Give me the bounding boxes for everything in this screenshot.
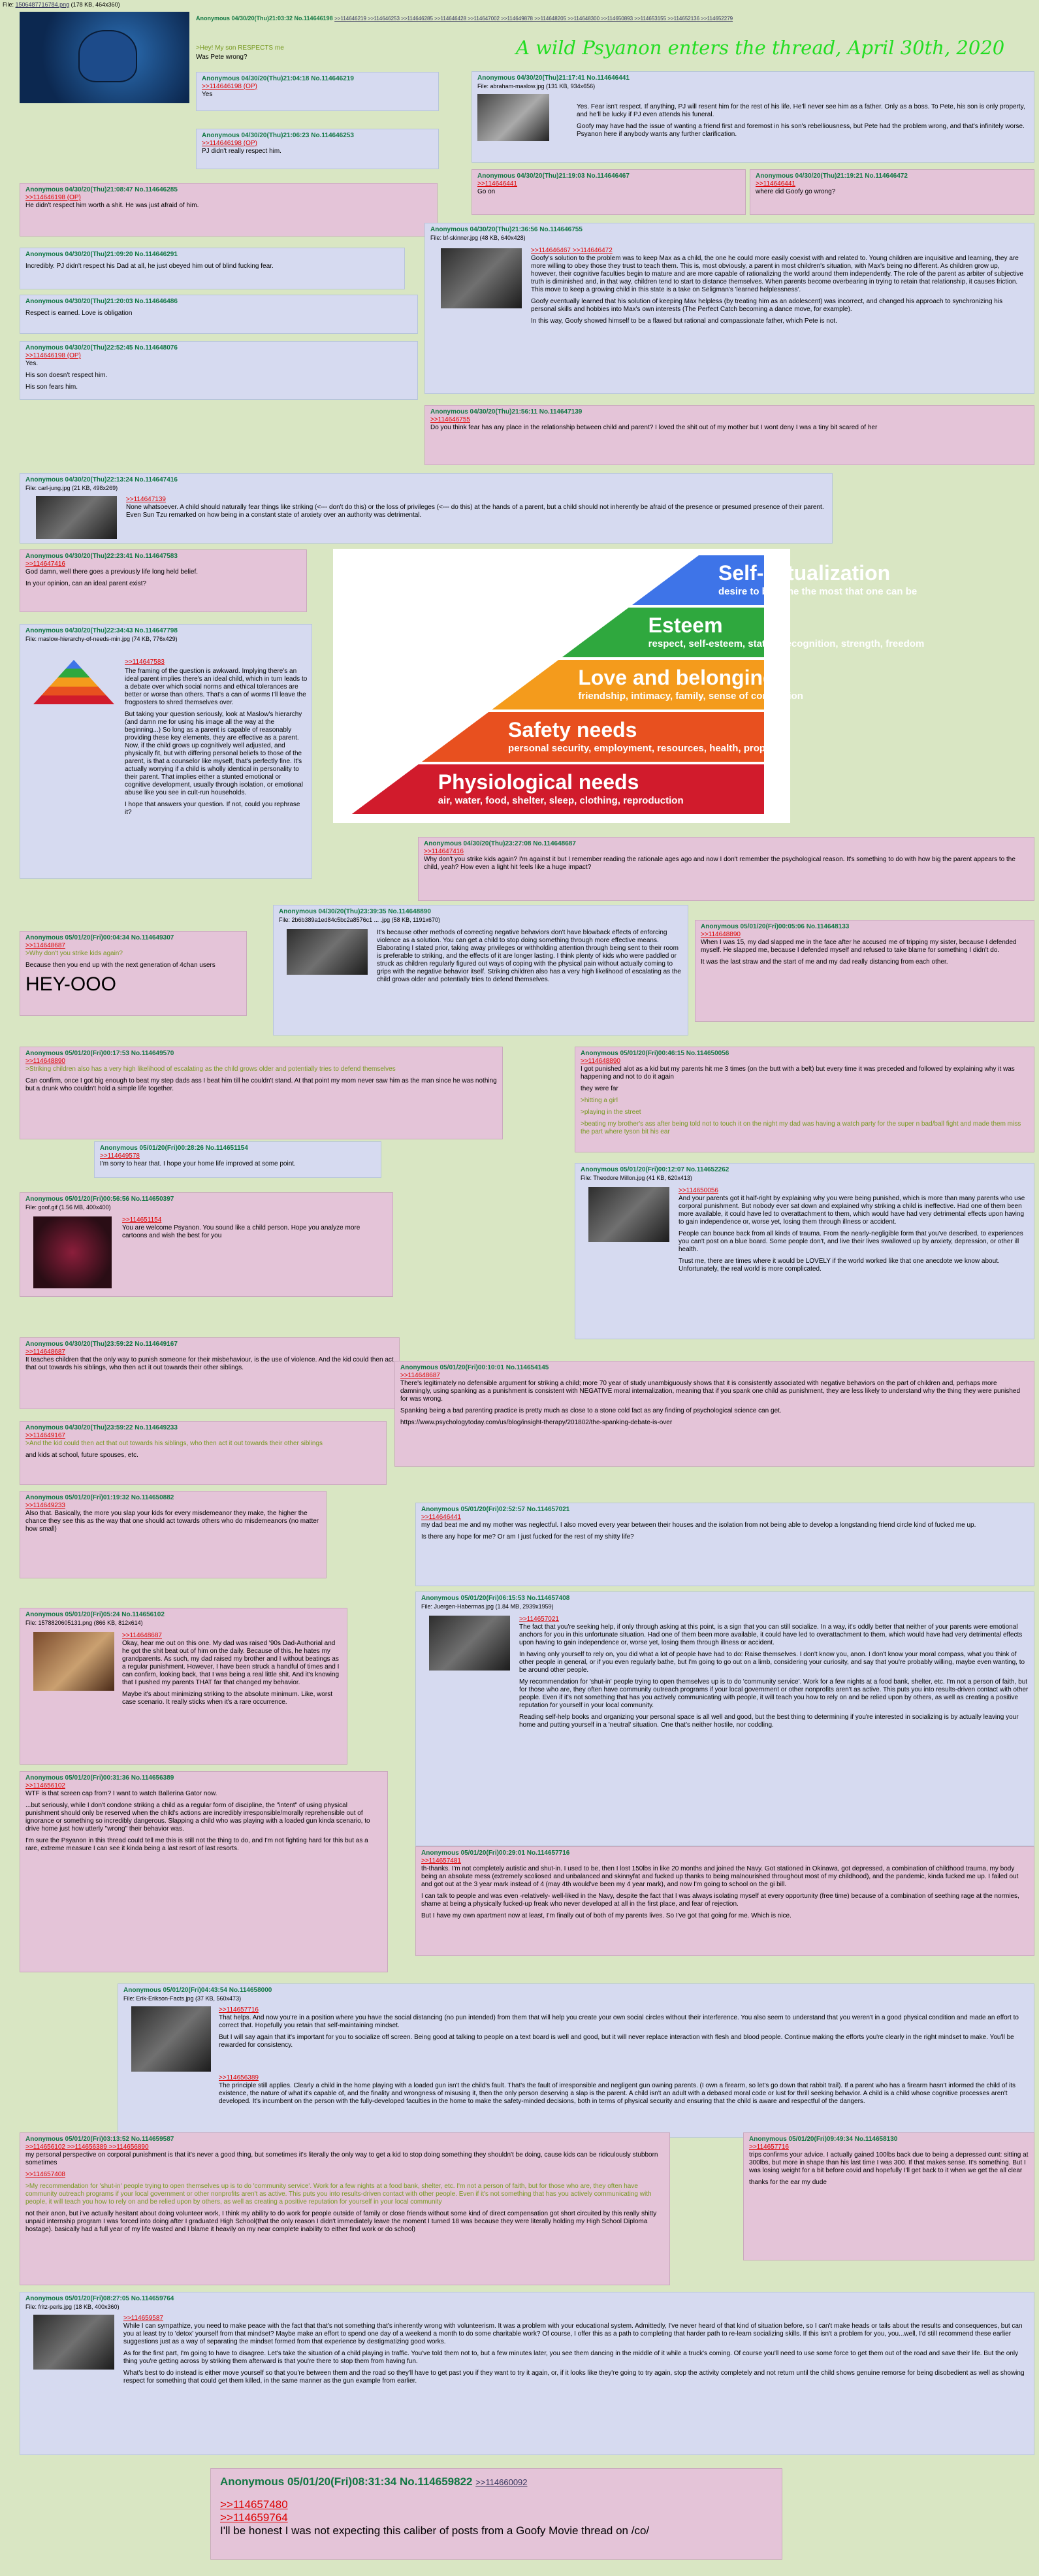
hey-ooo-text: HEY-OOO [25, 973, 116, 995]
post-header: Anonymous 05/01/20(Fri)05:24 No.114656102 [25, 1611, 165, 1618]
post-header: Anonymous 05/01/20(Fri)00:46:15 No.114650056 [581, 1050, 729, 1057]
quote-link[interactable]: >>114659587 [123, 2315, 163, 2322]
post-file[interactable]: File: goof.gif (1.56 MB, 400x400) [25, 1204, 111, 1211]
post-114654145 [394, 1361, 1034, 1467]
post-114646486 [20, 295, 418, 334]
post-line: thanks for the ear my dude [749, 2179, 827, 2186]
post-body: Do you think fear has any place in the relationship between child and parent? I loved the shit out of my mother but I wont deny I was a tiny bit scared of her [430, 424, 878, 431]
op-file-link[interactable]: 1506487716784.png [15, 1, 70, 8]
quote-link[interactable]: >>114657480 [220, 2498, 288, 2511]
post-line: In having only yourself to rely on, you did what a lot of people have had to do: Raise themselves. I don't know you, anon. I don't know your moral compass, what you think of other people in general, or if you even regularly bathe, but I'm going to go out on a limb, considering your curiosity, and say that you're probably willing, maybe even wanting, to be around other people. [519, 1651, 1025, 1674]
post-line: >playing in the street [581, 1109, 641, 1116]
post-image[interactable] [588, 1187, 669, 1242]
post-line: Okay, hear me out on this one. My dad was raised '90s Dad-Authorial and he got the shit beat out of him on the daily. Because of this, he hates my grandparents. As such, my dad raised my brother and I without beatings as a regular punishment. However, I have been struck a handful of times and I can confirm, looking back, that I was being a real little shit. And it's knowing that I pushed my parents THAT far that changed my behavior. [122, 1640, 340, 1686]
quote-link[interactable]: >>114651154 [122, 1216, 162, 1224]
post-header: Anonymous 04/30/20(Thu)21:36:56 No.114646755 [430, 226, 583, 233]
post-body: Respect is earned. Love is obligation [25, 310, 133, 317]
post-body: The principle still applies. Clearly a child in the home playing with a loaded gun isn't the child's fault. That's the fault of irresponsible and negligent gun owning parents. (I own a firearm, so let's go down that rabbit trail). If a parent who has a firearm hasn't informed the child of its existence, the nature of what it's capable of, and the finality and wrongness of misusing it, then the only person deserving a slap is the parent. A child isn't an adult with a debased moral code or lust for thrill seeking behavior. A child is a child whose cognitive processes aren't developed. It's incumbent on the person with the fully-developed faculties in the home to make the safety-minded decisions, both in terms of physical security and ensuring that the child is aware and respectful of the dangers. [219, 2082, 1016, 2105]
post-file[interactable]: File: Juergen-Habermas.jpg (1.84 MB, 2939x1959) [421, 1603, 554, 1610]
op-post-info [196, 14, 1038, 41]
quote-link[interactable]: >>114646441 [421, 1514, 461, 1521]
post-line: That helps. And now you're in a position where you have the social distancing (no pun intended) from them that will help you create your own social circles without their interference. You also seem to understand that you weren't in a good physical condition and made an effort to correct that. Hopefully you retain that self-maintaining mindset. [219, 2014, 1019, 2029]
post-header: Anonymous 05/01/20(Fri)04:43:54 No.114658000 [123, 1987, 272, 1994]
post-line: But taking your question seriously, look at Maslow's hierarchy (and damn me for using his image all the way at the beginning...) So long as a parent is capable of reasonably providing these key elements, they are effective as a parent. Now, if the child grows up cognitively well adjusted, and physically fit, but with differing personal beliefs to those of the parent, is that a counselor like myself, that's perfectly fine. It's actually worrying if a child is wholly identical in personality to their parent. That implies either a stunted emotional or cognitive development, usually through isolation, or emotional abuse like you see in cult-run households. [125, 711, 303, 796]
post-image[interactable] [131, 2006, 211, 2072]
post-114648890 [273, 905, 688, 1035]
quote-link[interactable]: >>114650056 [679, 1187, 718, 1194]
post-body: He didn't respect him worth a shit. He was just afraid of him. [25, 202, 199, 209]
post-body [219, 2014, 1029, 2049]
thread-headline: A wild Psyanon enters the thread, April 30th, 2020 [516, 37, 1005, 59]
quote-link[interactable]: >>114646198 (OP) [25, 352, 81, 359]
post-line: >My recommendation for 'shut-in' people trying to open themselves up is to do 'community service'. Work for a few nights at a food bank, shelter, etc. I'm not a person of faith, but for those who are, they often have community outreach programs if your local government or other nonprofits aren't as active. This puts you into results-driven contact with other people. Even if it's not something that has you actively communicating with people, it will teach you how to rely on and be relied upon by others, as well as creating a positive reputation for yourself in your local community [25, 2183, 652, 2206]
post-line: The framing of the question is awkward. Implying there's an ideal parent implies there's an ideal child, which in turn leads to a debate over which social norms and ethical tolerances are better or worse than others. That's a can of worms I'll leave the frogposters to shred themselves over. [125, 668, 308, 706]
post-line: Reading self-help books and organizing your personal space is all well and good, but the best thing to determining if you're interested in socializing is by actually leaving your home and putting yourself in a 'neutral' situation. One that's neither hostile, nor coddling. [519, 1714, 1019, 1729]
post-line: I can talk to people and was even -relatively- well-liked in the Navy, despite the fact that I was always isolating myself at every opportunity (free time) because of a combination of seething rage at the normies, shame at being a physically fucked-up freak who never developed at all in the first place, and fear of rejection. [421, 1893, 1019, 1908]
post-line: WTF is that screen cap from? I want to watch Ballerina Gator now. [25, 1790, 217, 1797]
post-line: It was the last straw and the start of me and my dad really distancing from each other. [701, 958, 948, 966]
post-body [421, 1865, 1029, 1920]
post-body: where did Goofy go wrong? [756, 188, 836, 195]
post-line: Goofy may have had the issue of wanting a friend first and foremost in his son's rebelliousness, but Pete had the problem wrong, and that's infinitely worse. Psyanon here if anybody wants any further clarification. [577, 123, 1025, 138]
op-backlinks[interactable]: >>114646219 >>114646253 >>114646285 >>114646428 >>114647002 >>114649878 >>114648205 >>114648300 >>114650893 >>114653155 >>114652136 >>114652279 [334, 16, 733, 22]
post-line: Maybe it's about minimizing striking to the absolute minimum. Like, worst case scenario. It really sticks when it's a rare occurrence. [122, 1691, 333, 1706]
post-line: When I was 15, my dad slapped me in the face after he accused me of tripping my sister, because I defended myself. He slapped me, because I defended myself and refused to take blame for something I didn't do. [701, 939, 1017, 954]
post-114657408 [415, 1591, 1034, 1846]
post-body [125, 668, 308, 877]
post-file[interactable]: File: 2b6b389a1ed84c5bc2a8576c1 ... .jpg (58 KB, 1191x670) [279, 917, 441, 923]
post-line: Because then you end up with the next generation of 4chan users [25, 962, 216, 969]
quote-link[interactable]: >>114656102 [25, 1782, 65, 1789]
quote-link[interactable]: >>114646467 >>114646472 [531, 247, 613, 254]
post-header: Anonymous 04/30/20(Thu)21:08:47 No.114646285 [25, 186, 178, 193]
post-114646219 [196, 72, 439, 111]
post-line: But I have my own apartment now at least, I'm finally out of both of my parents lives. So I've got that going for me. Which is nice. [421, 1912, 791, 1919]
post-line: >Why don't you strike kids again? [25, 950, 123, 957]
quote-link[interactable]: >>114648687 [122, 1632, 162, 1639]
post-114647583 [20, 549, 307, 612]
post-image[interactable] [33, 1632, 114, 1691]
post-line: His son doesn't respect him. [25, 372, 108, 379]
post-body [123, 2323, 1029, 2385]
post-line: https://www.psychologytoday.com/us/blog/insight-therapy/201802/the-spanking-debate-is-over [400, 1419, 673, 1426]
post-114647416 [20, 473, 833, 544]
pyramid-level-subtitle: friendship, intimacy, family, sense of connection [578, 691, 803, 702]
post-body [25, 568, 301, 588]
post-image[interactable] [429, 1616, 510, 1671]
post-header: Anonymous 04/30/20(Thu)21:17:41 No.114646441 [477, 74, 630, 82]
quote-link[interactable]: >>114646441 [477, 180, 517, 187]
post-line: People can bounce back from all kinds of trauma. From the nearly-negligible form that you've described, to experiences you can't post on a blue board. Some people don't, and live their lives swallowed up by anxiety, depression, or other ill health. [679, 1230, 1023, 1253]
post-body: I'll be honest I was not expecting this caliber of posts from a Goofy Movie thread on /co/ [220, 2524, 650, 2537]
post-body [701, 939, 1029, 966]
post-line: Is there any hope for me? Or am I just fucked for the rest of my shitty life? [421, 1533, 634, 1541]
quote-link[interactable]: >>114649233 [25, 1502, 65, 1509]
op-line2: Was Pete wrong? [196, 54, 248, 61]
post-file[interactable]: File: Theodore Millon.jpg (41 KB, 620x413) [581, 1175, 692, 1181]
post-114646472 [750, 169, 1034, 215]
post-line: my personal perspective on corporal punishment is that it's never a good thing, but sometimes it's literally the only way to get a kid to stop doing something they shouldn't be doing, cause kids can be ridiculously stubborn sometimes [25, 2151, 658, 2166]
quote-link[interactable]: >>114648687 [25, 1348, 65, 1356]
post-image[interactable] [36, 496, 117, 539]
pyramid-svg [333, 549, 925, 823]
post-114649570 [20, 1047, 503, 1139]
pyramid-level-title: Esteem [648, 613, 723, 637]
post-line: Yes. [25, 360, 39, 367]
quote-link[interactable]: >>114656102 >>114656389 >>114656890 [25, 2144, 149, 2151]
post-line: Spanking being a bad parenting practice is pretty much as close to a stone cold fact as any finding of psychological science can get. [400, 1407, 782, 1414]
post-header: Anonymous 04/30/20(Thu)21:09:20 No.114646291 [25, 251, 178, 258]
post-114648687 [418, 837, 1034, 901]
post-body [25, 360, 412, 391]
post-body [25, 1790, 382, 1853]
quote-link[interactable]: >>114647583 [125, 659, 165, 666]
post-line: Can confirm, once I got big enough to beat my step dads ass I beat him till he couldn't stand. At that point my mom never saw him as the man since he was nothing but a drunk who couldn't hold a simple life together. [25, 1077, 497, 1092]
post-header: Anonymous 05/01/20(Fri)00:05:06 No.114648133 [701, 923, 850, 930]
post-114646253 [196, 129, 439, 169]
post-header: Anonymous 05/01/20(Fri)09:49:34 No.114658130 [749, 2136, 898, 2143]
post-line: ...but seriously, while I don't condone striking a child as a regular form of discipline, the "intent" of using physical punishment should only be reserved when the child's actions are incredibly irresponsible/morally reprehensible out of ignorance or something so incredibly dangerous. Slapping a child who was playing with a loaded gun kinda scenario, to drive home just how utterly "wrong" their behavior was. [25, 1802, 370, 1833]
post-header: Anonymous 05/01/20(Fri)00:04:34 No.114649307 [25, 934, 174, 941]
quote-link[interactable]: >>114646198 (OP) [202, 83, 257, 90]
post-header: Anonymous 04/30/20(Thu)21:56:11 No.114647139 [430, 408, 583, 416]
post-line: they were far [581, 1085, 618, 1092]
post-114646285 [20, 183, 438, 236]
post-114652262 [575, 1163, 1034, 1339]
post-line: I hope that answers your question. If not, could you rephrase it? [125, 801, 300, 816]
post-line: Trust me, there are times where it would be LOVELY if the world worked like that one anecdote we know about. Unfortunately, the real world is more complicated. [679, 1258, 1000, 1273]
post-body: PJ didn't really respect him. [202, 148, 281, 155]
quote-link[interactable]: >>114657716 [749, 2144, 789, 2151]
post-backlink[interactable]: >>114660092 [475, 2477, 528, 2487]
post-114648076 [20, 341, 418, 400]
post-header: Anonymous 04/30/20(Thu)22:13:24 No.114647416 [25, 476, 178, 483]
post-body [531, 255, 1027, 325]
post-file[interactable]: File: abraham-maslow.jpg (131 KB, 934x656) [477, 83, 596, 90]
quote-link[interactable]: >>114648687 [25, 942, 65, 949]
post-header: Anonymous 05/01/20(Fri)00:31:36 No.114656389 [25, 1774, 174, 1782]
post-body [25, 1440, 381, 1459]
post-header: Anonymous 05/01/20(Fri)08:27:05 No.114659764 [25, 2295, 174, 2302]
post-114651154 [94, 1141, 381, 1178]
quote-link[interactable]: >>114647139 [126, 496, 166, 503]
post-line: God damn, well there goes a previously life long held belief. [25, 568, 199, 576]
post-body [400, 1380, 1029, 1427]
post-line: >And the kid could then act that out towards his siblings, who then act it out towards their other siblings [25, 1440, 323, 1447]
post-114649167 [20, 1337, 400, 1409]
post-line: th-thanks. I'm not completely autistic and shut-in. I used to be, then I lost 150lbs in like 20 months and joined the Navy. Got stationed in Okinawa, got depressed, a combination of childhood trauma, my body being an absolute mess (extremely scoliosed and unbalanced and skinnyfat and fucked up thanks to being malnourished throughout most of my childhood), and the pandemic, kinda fucked me up. I failed out and got out at the 3 year mark instead of 4 (may 4th would've been my 4 year mark), and now I'm going to school on the gi bill. [421, 1865, 1019, 1888]
post-header: Anonymous 05/01/20(Fri)06:15:53 No.114657408 [421, 1595, 570, 1602]
post-line: I'm sure the Psyanon in this thread could tell me this is still not the thing to do, and I'm not fighting hard for this but as a rare, extreme measure I can see it kinda being a last resort of last resorts. [25, 1837, 368, 1852]
quote-link[interactable]: >>114649578 [100, 1152, 140, 1160]
pyramid-level-subtitle: air, water, food, shelter, sleep, clothing, reproduction [438, 795, 684, 806]
quote-link[interactable]: >>114648890 [701, 931, 741, 938]
post-header: Anonymous 04/30/20(Thu)21:19:21 No.114646472 [756, 172, 908, 180]
post-header: Anonymous 05/01/20(Fri)00:29:01 No.114657716 [421, 1850, 570, 1857]
op-file-line: File: 1506487716784.png (178 KB, 464x360) [3, 1, 120, 8]
post-line: While I can sympathize, you need to make peace with the fact that that's not something that's inherently wrong with volunteerism. It was a problem with your educational system. Admittedly, I've never heard of that kind of situation before, so I can't make heads or tails about the results and consequences, but can you at least try to 'detox' yourself from that mindset? Maybe make an effort to spend one day of a weekend a month to do some charitable work? Of course, I offer this as a path to completing that harder path to re-learn socializing skills. If this isn't a problem for you, you...well, I'd still recommend these earlier suggestions just as a way of separating the mindset formed from that experience by destigmatizing good works. [123, 2323, 1023, 2345]
post-header: Anonymous 05/01/20(Fri)00:10:01 No.114654145 [400, 1364, 549, 1371]
post-line: I got punished alot as a kid but my parents hit me 3 times (on the butt with a belt) but every time it was preceded and followed by explaining why it was happening and not to do it again [581, 1066, 1015, 1081]
post-114649307 [20, 931, 247, 1016]
post-header: Anonymous 04/30/20(Thu)23:59:22 No.114649233 [25, 1424, 178, 1431]
quote-link[interactable]: >>114647416 [424, 848, 464, 855]
post-line: Goofy eventually learned that his solution of keeping Max helpless (by treating him as an adolescent) was incorrect, and changed his approach to synchronizing his personal skills and hobbies into Max's own interests (The Perfect Catch becoming a dance move, for example). [531, 298, 1003, 313]
post-body [122, 1640, 343, 1706]
post-114659764 [20, 2292, 1034, 2455]
post-image[interactable] [33, 2315, 114, 2370]
post-file[interactable]: File: carl-jung.jpg (21 KB, 498x269) [25, 485, 118, 491]
post-body: I'm sorry to hear that. I hope your home life improved at some point. [100, 1160, 296, 1167]
pyramid-level-title: Safety needs [508, 718, 637, 742]
pyramid-level-title: Love and belonging [578, 666, 776, 689]
post-line: But I will say again that it's important for you to socialize off screen. Being good at talking to people on a text board is well and good, but it will never replace interaction with flesh and blood people. Continue making the efforts you're clearly in the right mindset to make. You'll be rewarded for consistency. [219, 2034, 1014, 2049]
post-line: Yes. Fear isn't respect. If anything, PJ will resent him for the rest of his life. He'll never see him as a father. Only as a boss. To Pete, his son is only property, and he'll be lucky if PJ even attends his funeral. [577, 103, 1025, 118]
post-114646441 [472, 71, 1034, 163]
post-114646291 [20, 248, 405, 289]
maslow-pyramid [333, 549, 925, 823]
post-header: Anonymous 04/30/20(Thu)21:19:03 No.114646467 [477, 172, 630, 180]
post-line: And your parents got it half-right by explaining why you were being punished, which is more than many parents who use corporal punishment. But nobody ever sat down and explained why striking a child is ineffective. Had one of them been more available, it could have led to overattachment to them, which would have had very detrimental effects upon having to gain independence or, worse yet, losing them through illness or accident. [679, 1195, 1025, 1226]
post-header: Anonymous 05/01/20(Fri)01:19:32 No.114650882 [25, 1494, 174, 1501]
post-header: Anonymous 05/01/20(Fri)02:52:57 No.114657021 [421, 1506, 570, 1513]
post-body: Incredibly. PJ didn't respect his Dad at all, he just obeyed him out of blind fucking fear. [25, 263, 274, 270]
quote-link[interactable]: >>114648890 [25, 1058, 65, 1065]
quote-link[interactable]: >>114646198 (OP) [25, 194, 81, 201]
post-line: >beating my brother's ass after being told not to touch it on the night my dad was having a watch party for the super n bad/ball fight and made them miss the part where tyson bit his ear [581, 1120, 1021, 1135]
op-image[interactable] [20, 12, 189, 103]
post-line: In this way, Goofy showed himself to be a flawed but rational and compassionate father, which Pete is not. [531, 318, 837, 325]
post-body [421, 1522, 1029, 1541]
post-body [749, 2151, 1029, 2187]
post-header: Anonymous 04/30/20(Thu)23:59:22 No.114649167 [25, 1341, 178, 1348]
post-line: my dad beat me and my mother was neglectful. I also moved every year between their houses and the isolation from not being able to develop a longstanding friend circle kind of fucked me up. [421, 1522, 976, 1529]
quote-link[interactable]: >>114646755 [430, 416, 470, 423]
quote-link[interactable]: >>114656389 [219, 2074, 259, 2081]
post-body: It's because other methods of correcting negative behaviors don't have blowback effects of enforcing violence as a solution. You can get a child to stop doing something through more effective means. Elaborating I stated prior, taking away privileges or withholding attention through being sent to their room is preferable to striking, and the effects of it are longer lasting. I think plenty of kids who were paddled or struck as children regularly figured out ways of coping with the physical pain without actually coming to grips with the negative behavior itself. Striking children also has a very high likelihood of escalating as the child grows older and potentially tries to defend themselves. [377, 929, 681, 983]
post-image[interactable] [441, 248, 522, 308]
post-body [25, 950, 241, 970]
pyramid-level-subtitle: desire to become the most that one can be [718, 586, 918, 597]
post-header: Anonymous 05/01/20(Fri)03:13:52 No.114659587 [25, 2136, 174, 2143]
post-line: My recommendation for 'shut-in' people trying to open themselves up is to do 'community service'. Work for a few nights at a food bank, shelter, etc. I'm not a person of faith, but for those who are, they often have community outreach programs if your local government or other nonprofits aren't as active. This puts you into results-driven contact with other people. Even if it's not something that has you actively communicating with people, it will teach you how to rely on and be relied upon by others, as well as creating a positive reputation for yourself in your local community. [519, 1678, 1029, 1709]
post-header: Anonymous 04/30/20(Thu)22:52:45 No.114648076 [25, 344, 178, 351]
post-header: Anonymous 04/30/20(Thu)22:34:43 No.114647798 [25, 627, 178, 634]
post-body: Also that. Basically, the more you slap your kids for every misdemeanor they make, the higher the chance they see this as the way that one should act towards others who do misdemeanors (no matter how small) [25, 1510, 319, 1533]
post-header: Anonymous 04/30/20(Thu)22:23:41 No.114647583 [25, 553, 178, 560]
post-body [25, 1066, 497, 1093]
post-header: Anonymous 05/01/20(Fri)00:12:07 No.114652262 [581, 1166, 729, 1173]
quote-link[interactable]: >>114657408 [25, 2171, 65, 2178]
post-header: Anonymous 04/30/20(Thu)21:20:03 No.114646486 [25, 298, 178, 305]
quote-link[interactable]: >>114646441 [756, 180, 795, 187]
post-114659587 [20, 2132, 670, 2285]
post-114649233 [20, 1421, 387, 1485]
post-header: Anonymous 05/01/20(Fri)08:31:34 No.114659822 [220, 2475, 473, 2488]
post-114650882 [20, 1491, 327, 1578]
op-post-header: Anonymous 04/30/20(Thu)21:03:32 No.114646198 [196, 15, 333, 22]
post-image[interactable] [33, 660, 114, 704]
post-file[interactable]: File: Erik-Erikson-Facts.jpg (37 KB, 560x473) [123, 1995, 242, 2002]
quote-link[interactable]: >>114646198 (OP) [202, 140, 257, 147]
quote-link[interactable]: >>114648687 [400, 1372, 440, 1379]
post-114646467 [472, 169, 746, 215]
post-file[interactable]: File: fritz-perls.jpg (18 KB, 400x360) [25, 2304, 120, 2310]
post-header: Anonymous 05/01/20(Fri)00:17:53 No.114649570 [25, 1050, 174, 1057]
post-114650397 [20, 1192, 393, 1297]
post-114656102 [20, 1608, 347, 1765]
post-header: Anonymous 05/01/20(Fri)00:28:26 No.114651154 [100, 1145, 248, 1152]
post-114658130 [743, 2132, 1034, 2260]
op-file-info: (178 KB, 464x360) [71, 1, 120, 8]
post-image[interactable] [477, 94, 549, 141]
post-body: It teaches children that the only way to punish someone for their misbehaviour, is the use of violence. And the kid could then act that out towards his siblings, who then act it out towards their other siblings. [25, 1356, 394, 1371]
quote-link[interactable]: >>114648890 [581, 1058, 620, 1065]
post-file[interactable]: File: maslow-hierarchy-of-needs-min.jpg (74 KB, 776x429) [25, 636, 178, 642]
pyramid-level-title: Physiological needs [438, 770, 639, 794]
post-image[interactable] [287, 929, 368, 975]
post-line: and kids at school, future spouses, etc. [25, 1452, 138, 1459]
post-line: The fact that you're seeking help, if only through asking at this point, is a sign that you can still socialize. In a way, it's oddly better that neither of your parents were emotional anchors for you in this unfortunate situation. Had one of them been more available, it could have led to overattachment to them, which would have had very detrimental effects upon having to gain independence or, worse yet, losing them through illness or accident. [519, 1623, 1023, 1646]
quote-link[interactable]: >>114647416 [25, 561, 65, 568]
post-line: >Striking children also has a very high likelihood of escalating as the child grows older and potentially tries to defend themselves [25, 1066, 396, 1073]
post-header: Anonymous 04/30/20(Thu)21:04:18 No.114646219 [202, 75, 354, 82]
post-body [581, 1066, 1029, 1136]
post-header: Anonymous 04/30/20(Thu)23:27:08 No.114648687 [424, 840, 576, 847]
post-line: >hitting a girl [581, 1097, 618, 1104]
post-body: You are welcome Psyanon. You sound like a child person. Hope you analyze more cartoons and wish the best for you [122, 1224, 360, 1239]
post-body: None whatsoever. A child should naturally fear things like striking (<--- don't do this) or the loss of privileges (<--- do this) at the hands of a parent, but a child should not inherently be afraid of the presence or presumed presence of their parent. Even Sun Tzu remarked on how being in a constant state of anxiety over an authority was detrimental. [126, 504, 824, 519]
post-body [679, 1195, 1030, 1273]
post-line: trips confirms your advice. I actually gained 100lbs back due to being a depressed cunt: sitting at 300lbs, but more in shape than his last time I was 300. If that makes sense. It's something. But I was losing weight for a bit before covid and hopefully I'll get back to it when we get the all clear [749, 2151, 1029, 2174]
post-line: His son fears him. [25, 383, 78, 391]
post-114657716 [415, 1846, 1034, 1956]
post-header: Anonymous 04/30/20(Thu)23:39:35 No.114648890 [279, 908, 431, 915]
op-greentext: >Hey! My son RESPECTS me [196, 44, 284, 52]
post-line: As for the first part, I'm going to have to disagree. Let's take the situation of a child playing in traffic. You've told them not to, but a few minutes later, you see them dancing in the middle of it while a truck's coming. Of course you'll need to use some force to get them out of the road and save their life. But the only thing you're getting across by striking them afterward is that you're there to stop them from having fun. [123, 2350, 1019, 2365]
post-line: What's best to do instead is either move yourself so that you're between them and the road so they'll have to get past you if they want to try it again, or, if it looks like they're going to try again, stop the activity completely and not return until the child shows genuine remorse for being disobedient as well as showing respect for something that could get them killed, in the same manner as the gun example from earlier. [123, 2370, 1025, 2385]
post-line: There's legitimately no defensible argument for striking a child; more 70 year of study unambiguously shows that it is consistently associated with negative behaviors on the part of children and, perhaps more damningly, using spanking as a punishment is consistent with NEGATIVE moral internalization, meaning that if you spank one child as punishment, they are less likely to understand why the thing they were punished for was wrong. [400, 1380, 1021, 1403]
quote-link[interactable]: >>114657716 [219, 2006, 259, 2014]
post-114647798 [20, 624, 312, 879]
post-image[interactable] [33, 1216, 112, 1288]
post-body [25, 2151, 664, 2234]
post-114646755 [424, 223, 1034, 394]
post-body: Why don't you strike kids again? I'm against it but I remember reading the rationale ages ago and now I don't remember the psychological reason. It's something to do with how big the parent appears to the child, yeah? How even a light hit feels like a huge impact? [424, 856, 1015, 871]
quote-link[interactable]: >>114659764 [220, 2511, 288, 2524]
pyramid-level-subtitle: respect, self-esteem, status, recognition, strength, freedom [648, 638, 925, 649]
pyramid-level-title: Self-actualization [718, 561, 891, 585]
post-body: Yes [202, 91, 213, 98]
post-body: Go on [477, 188, 496, 195]
quote-link[interactable]: >>114657021 [519, 1616, 559, 1623]
post-114647139 [424, 405, 1034, 465]
post-114657021 [415, 1503, 1034, 1586]
post-114648133 [695, 920, 1034, 1022]
op-image-figure [78, 30, 137, 82]
quote-link[interactable]: >>114657481 [421, 1857, 461, 1865]
post-line: not their anon, but i've actually hesitant about doing volunteer work, I think my ability to do work for people outside of family or close friends without some kind of direct compensation got short circuited by this really shitty unpaid internship program I was forced into doing after I graduated High School(that the only reason I didn't immediately leave the moment I turned 18 was because they were literally holding my High School Diploma hostage). basically had a full year of my life wasted and I blame it heavily on my near complete inability to either find work or do school) [25, 2210, 657, 2233]
quote-link[interactable]: >>114649167 [25, 1432, 65, 1439]
pyramid-level-subtitle: personal security, employment, resources, health, property [508, 743, 784, 754]
post-line: Goofy's solution to the problem was to keep Max as a child, the one he could more easily coexist with and related to. Young children are inquisitive and learning, they are more willing to obey those they trust to teach them. This is, most obviously, a parent in most children's situation, with Max's being no different. As children grow up, however, their cognitive faculties begin to mature and are more capable of rationalizing the world around them independently. The role of the parent as arbiter of subjective truth is diminished and, in that way, children tend to start to distance themselves. When parents become overbearing in trying to retain that relationship, it causes friction. This move to keep a growing child in this state is a take on Seligman's 'learned helplessness'. [531, 255, 1023, 293]
post-114656389 [20, 1771, 388, 1972]
post-header: Anonymous 05/01/20(Fri)00:56:56 No.114650397 [25, 1196, 174, 1203]
post-file[interactable]: File: 1578820605131.png (866 KB, 812x614) [25, 1620, 143, 1626]
post-114650056 [575, 1047, 1034, 1152]
post-line: In your opinion, can an ideal parent exist? [25, 580, 147, 587]
post-body [519, 1623, 1029, 1729]
post-114658000 [118, 1983, 1034, 2138]
post-header: Anonymous 04/30/20(Thu)21:06:23 No.114646253 [202, 132, 354, 139]
post-body [577, 103, 1027, 162]
post-114659822 [210, 2468, 782, 2560]
post-file[interactable]: File: bf-skinner.jpg (48 KB, 640x428) [430, 235, 526, 241]
